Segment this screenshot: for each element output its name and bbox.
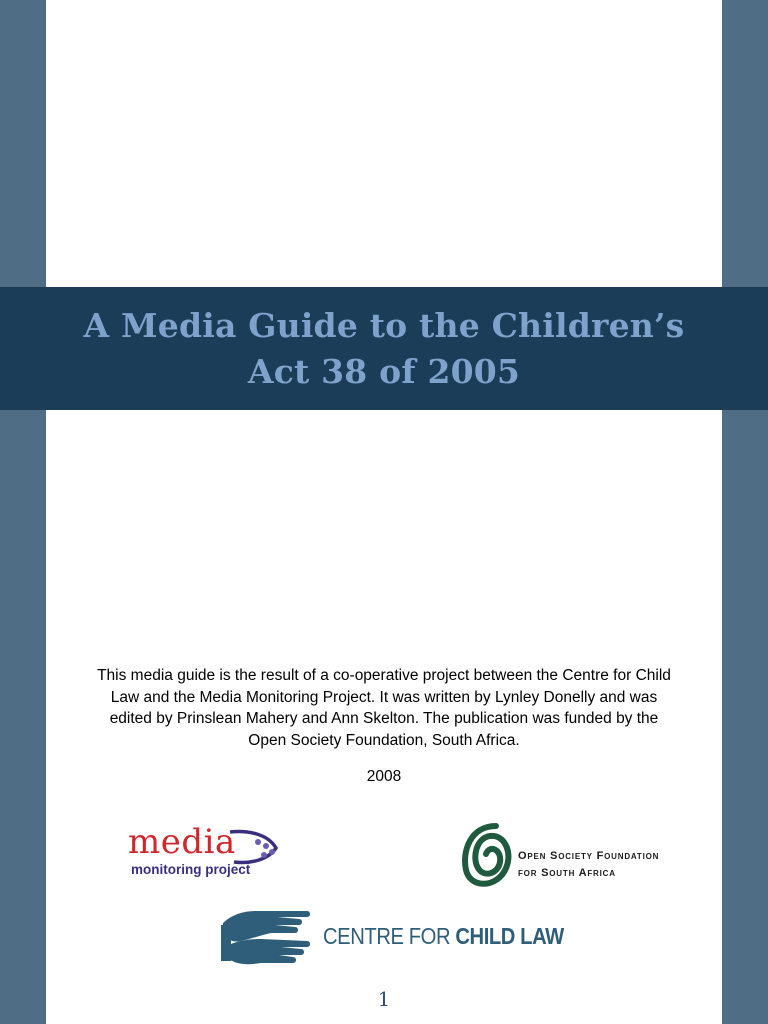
media-monitoring-project-logo xyxy=(128,822,288,884)
mmp-logo-word: media xyxy=(128,822,236,862)
page-number: 1 xyxy=(377,987,391,1011)
hands-icon xyxy=(221,905,317,967)
credits-paragraph xyxy=(46,665,722,751)
title-line-1: A Media Guide to the Children’s xyxy=(83,305,685,345)
mmp-logo-subtitle: monitoring project xyxy=(131,862,251,877)
title-line-2: Act 38 of 2005 xyxy=(247,351,521,391)
ccl-logo-text-part-2: CHILD LAW xyxy=(455,923,564,949)
open-society-foundation-logo xyxy=(460,822,690,892)
osf-spiral-icon xyxy=(460,822,516,890)
ccl-logo-text-part-1: CENTRE FOR xyxy=(323,923,456,949)
centre-for-child-law-logo xyxy=(221,905,564,969)
credits-line-3: edited by Prinslean Mahery and Ann Skelton. The publication was funded by the xyxy=(109,710,659,727)
osf-logo-line-2: for South Africa xyxy=(518,867,616,879)
osf-logo-line-1: Open Society Foundation xyxy=(518,850,660,862)
credits-line-4: Open Society Foundation, South Africa. xyxy=(248,731,520,749)
osf-logo-text xyxy=(518,848,659,882)
title-band xyxy=(0,287,768,410)
publication-year: 2008 xyxy=(366,768,402,785)
ccl-logo-text xyxy=(323,923,564,950)
credits-line-2: Law and the Media Monitoring Project. It was written by Lynley Donelly and was xyxy=(110,688,658,706)
credits-line-1: This media guide is the result of a co-operative project between the Centre for Child xyxy=(97,667,671,684)
